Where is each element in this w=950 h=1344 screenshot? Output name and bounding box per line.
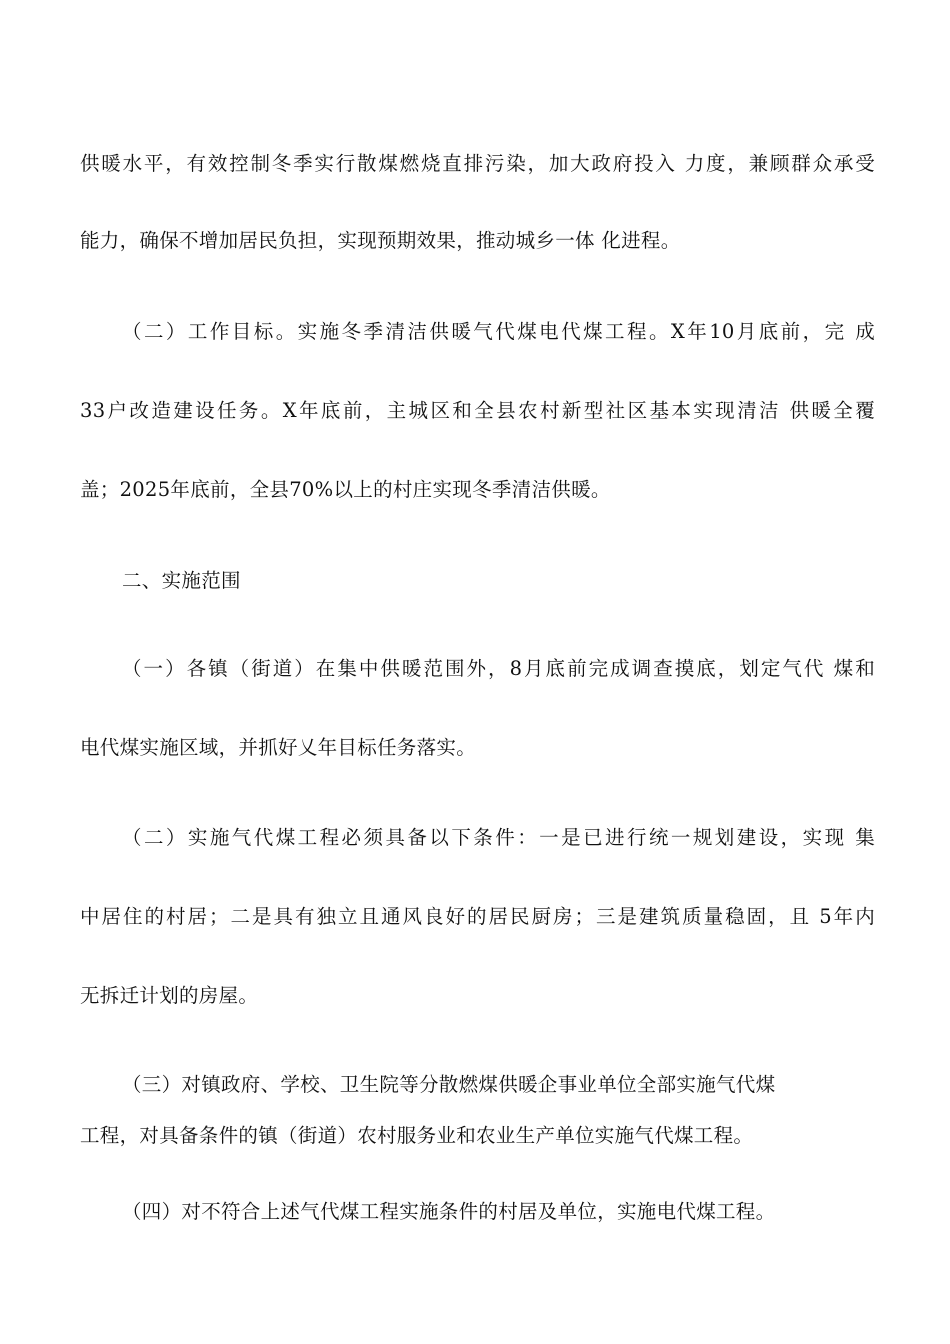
paragraph-line: （二）实施气代煤工程必须具备以下条件：一是已进行统一规划建设，实现 集 [122,826,875,849]
paragraph-line: 供暖水平，有效控制冬季实行散煤燃烧直排污染，加大政府投入 力度，兼顾群众承受 [80,152,875,175]
section-heading: 二、实施范围 [122,569,241,592]
paragraph-line: 能力，确保不增加居民负担，实现预期效果，推动城乡一体 化进程。 [80,229,681,252]
paragraph-line: 工程，对具备条件的镇（街道）农村服务业和农业生产单位实施气代煤工程。 [80,1124,754,1147]
paragraph-line: （三）对镇政府、学校、卫生院等分散燃煤供暖企事业单位全部实施气代煤 [122,1073,776,1096]
paragraph-line: 无拆迁计划的房屋。 [80,984,259,1007]
paragraph-line: 盖；2025年底前，全县70%以上的村庄实现冬季清洁供暖。 [80,478,611,501]
paragraph-line: （二）工作目标。实施冬季清洁供暖气代煤电代煤工程。X年10月底前，完 成 [122,320,875,343]
paragraph-line: 中居住的村居；二是具有独立且通风良好的居民厨房；三是建筑质量稳固，且 5年内 [80,905,875,928]
paragraph-line: （一）各镇（街道）在集中供暖范围外，8月底前完成调查摸底，划定气代 煤和 [122,657,875,680]
paragraph-line: 电代煤实施区域，并抓好乂年目标任务落实。 [80,736,477,759]
paragraph-line: 33户改造建设任务。X年底前，主城区和全县农村新型社区基本实现清洁 供暖全覆 [80,399,875,422]
paragraph-line: （四）对不符合上述气代煤工程实施条件的村居及单位，实施电代煤工程。 [122,1200,776,1223]
